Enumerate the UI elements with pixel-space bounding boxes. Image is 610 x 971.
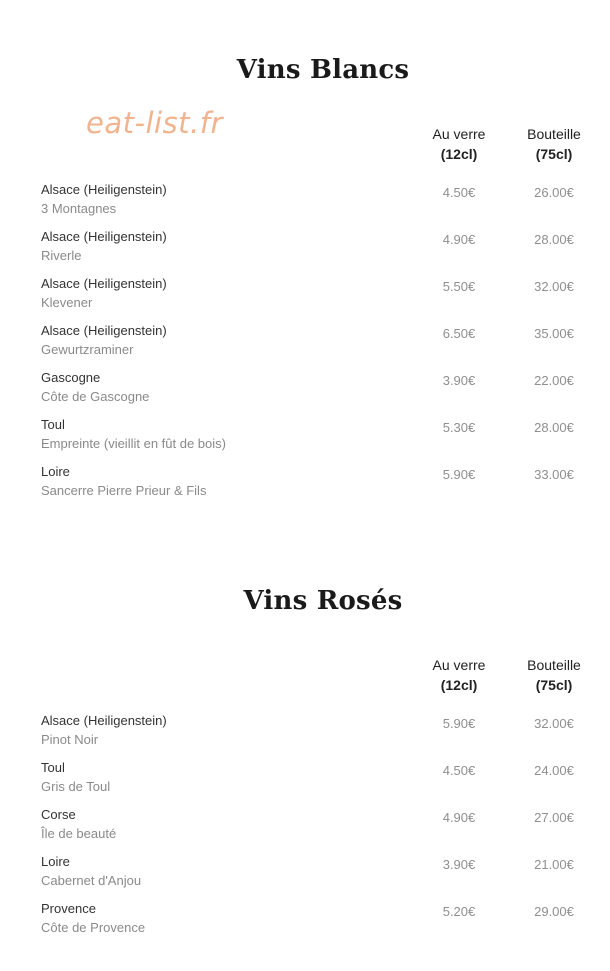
wine-region: Alsace (Heiligenstein) bbox=[41, 229, 167, 244]
price-glass: 4.90€ bbox=[442, 232, 476, 247]
wine-region: Provence bbox=[41, 901, 96, 916]
column-header-glass-line1: Au verre bbox=[432, 657, 486, 673]
wine-name: 3 Montagnes bbox=[41, 201, 117, 216]
price-bottle: 28.00€ bbox=[534, 420, 574, 435]
wine-region: Alsace (Heiligenstein) bbox=[41, 323, 167, 338]
wine-name: Empreinte (vieillit en fût de bois) bbox=[41, 436, 226, 451]
wine-name: Riverle bbox=[41, 248, 82, 263]
price-glass: 4.50€ bbox=[442, 763, 476, 778]
wine-name: Klevener bbox=[41, 295, 93, 310]
price-bottle: 32.00€ bbox=[534, 716, 574, 731]
column-header-bottle-line2: (75cl) bbox=[535, 146, 573, 162]
wine-name: Gewurtzraminer bbox=[41, 342, 134, 357]
wine-region: Loire bbox=[41, 854, 70, 869]
price-bottle: 27.00€ bbox=[534, 810, 574, 825]
column-header-bottle-line2: (75cl) bbox=[535, 677, 573, 693]
price-glass: 5.90€ bbox=[442, 467, 476, 482]
wine-region: Alsace (Heiligenstein) bbox=[41, 713, 167, 728]
section-title-vins-blancs: Vins Blancs bbox=[236, 55, 410, 85]
column-header-glass bbox=[414, 655, 504, 695]
section-title-vins-roses: Vins Rosés bbox=[243, 586, 403, 616]
wine-row bbox=[0, 416, 610, 460]
price-bottle: 32.00€ bbox=[534, 279, 574, 294]
wine-name: Pinot Noir bbox=[41, 732, 99, 747]
column-header-bottle bbox=[509, 124, 599, 164]
column-header-glass bbox=[414, 124, 504, 164]
wine-row bbox=[0, 369, 610, 413]
wine-row bbox=[0, 759, 610, 803]
column-header-bottle-line1: Bouteille bbox=[527, 657, 581, 673]
watermark-text: eat-list.fr bbox=[86, 106, 223, 140]
price-glass: 3.90€ bbox=[442, 857, 476, 872]
column-header-glass-line2: (12cl) bbox=[440, 146, 478, 162]
column-header-bottle-line1: Bouteille bbox=[527, 126, 581, 142]
price-bottle: 28.00€ bbox=[534, 232, 574, 247]
price-bottle: 22.00€ bbox=[534, 373, 574, 388]
price-bottle: 35.00€ bbox=[534, 326, 574, 341]
wine-name: Gris de Toul bbox=[41, 779, 111, 794]
price-bottle: 21.00€ bbox=[534, 857, 574, 872]
price-glass: 4.90€ bbox=[442, 810, 476, 825]
price-glass: 4.50€ bbox=[442, 185, 476, 200]
wine-row bbox=[0, 181, 610, 225]
price-bottle: 24.00€ bbox=[534, 763, 574, 778]
wine-name: Côte de Gascogne bbox=[41, 389, 150, 404]
price-bottle: 29.00€ bbox=[534, 904, 574, 919]
column-header-glass-line2: (12cl) bbox=[440, 677, 478, 693]
wine-name: Sancerre Pierre Prieur & Fils bbox=[41, 483, 207, 498]
wine-row bbox=[0, 228, 610, 272]
column-header-glass-line1: Au verre bbox=[432, 126, 486, 142]
wine-row bbox=[0, 900, 610, 944]
wine-row bbox=[0, 463, 610, 507]
wine-row bbox=[0, 322, 610, 366]
wine-row bbox=[0, 712, 610, 756]
price-bottle: 33.00€ bbox=[534, 467, 574, 482]
price-glass: 5.90€ bbox=[442, 716, 476, 731]
wine-name: Cabernet d'Anjou bbox=[41, 873, 142, 888]
wine-region: Corse bbox=[41, 807, 76, 822]
column-header-bottle bbox=[509, 655, 599, 695]
wine-row bbox=[0, 853, 610, 897]
price-glass: 5.30€ bbox=[442, 420, 476, 435]
price-glass: 5.50€ bbox=[442, 279, 476, 294]
wine-name: Île de beauté bbox=[41, 826, 117, 841]
wine-region: Loire bbox=[41, 464, 70, 479]
wine-region: Gascogne bbox=[41, 370, 101, 385]
price-glass: 6.50€ bbox=[442, 326, 476, 341]
wine-row bbox=[0, 275, 610, 319]
wine-region: Toul bbox=[41, 760, 65, 775]
wine-region: Alsace (Heiligenstein) bbox=[41, 276, 167, 291]
wine-row bbox=[0, 806, 610, 850]
wine-region: Toul bbox=[41, 417, 65, 432]
price-glass: 3.90€ bbox=[442, 373, 476, 388]
wine-name: Côte de Provence bbox=[41, 920, 146, 935]
wine-region: Alsace (Heiligenstein) bbox=[41, 182, 167, 197]
price-glass: 5.20€ bbox=[442, 904, 476, 919]
price-bottle: 26.00€ bbox=[534, 185, 574, 200]
